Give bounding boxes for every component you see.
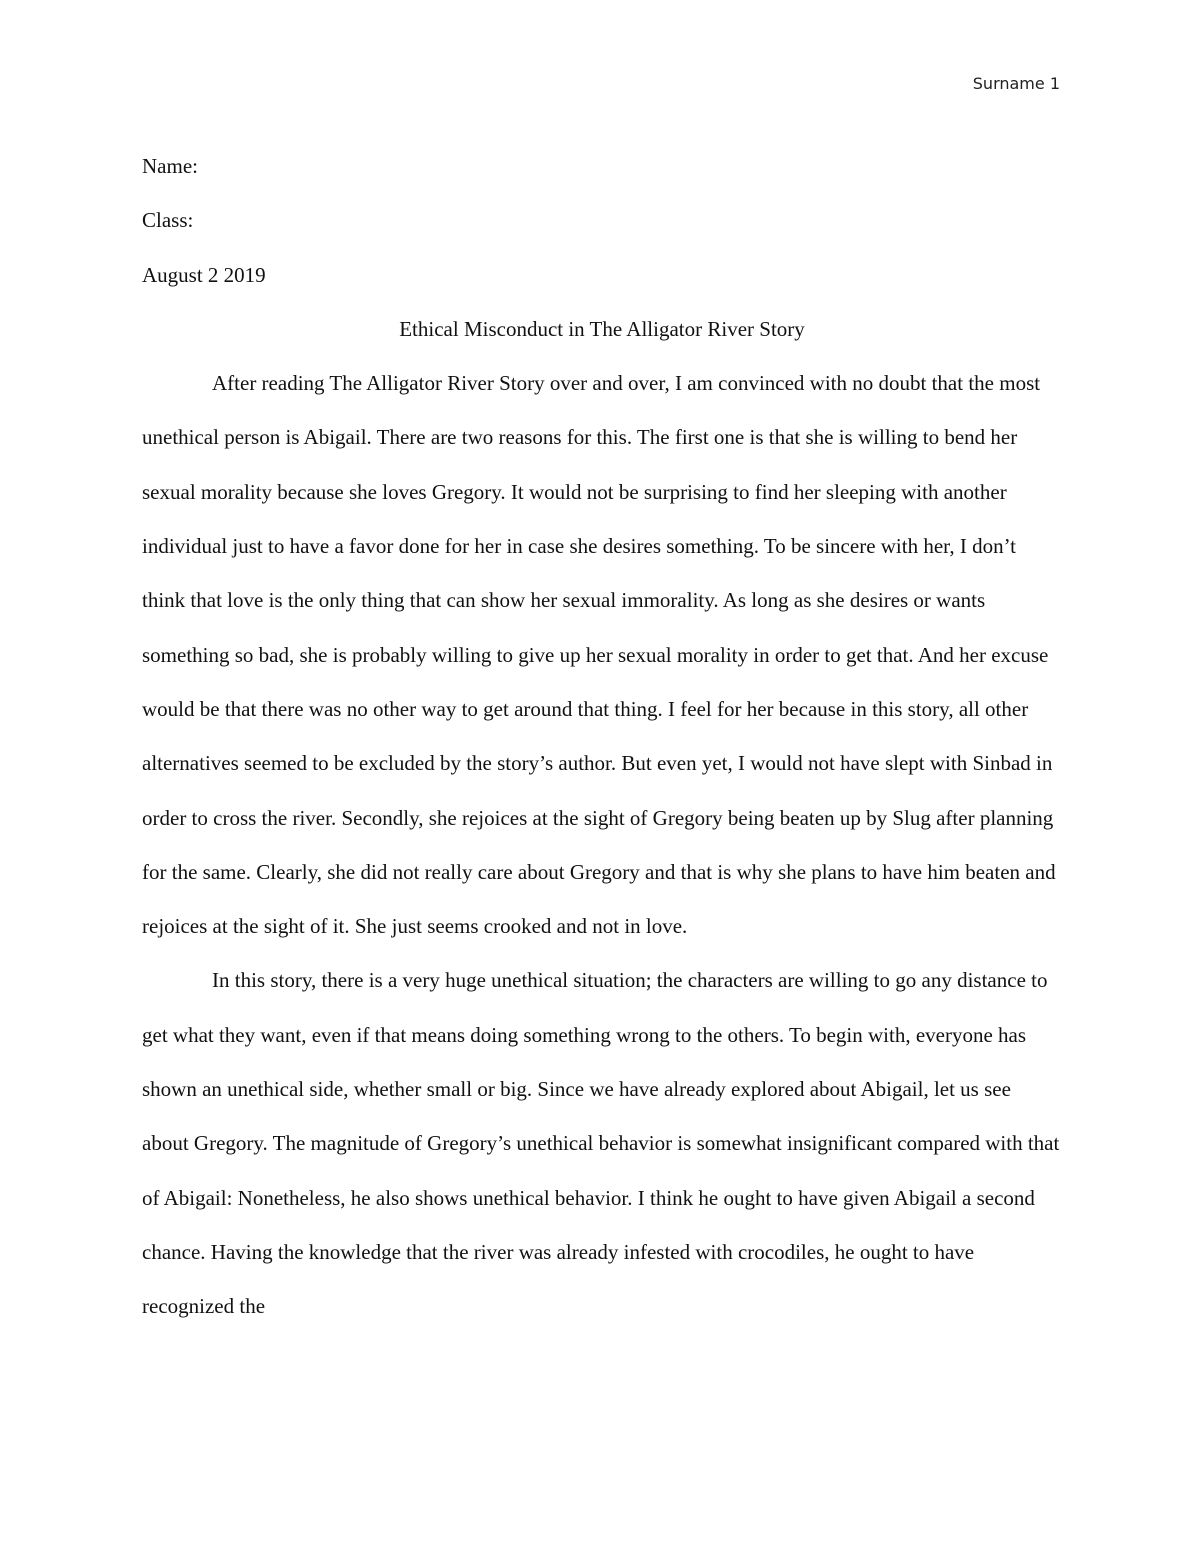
paragraph-1: After reading The Alligator River Story over and over, I am convinced with no doubt that the most unethical person is Abigail. There are two reasons for this. The first one is that she is willing to bend her sexual morality because she loves Gregory. It would not be surprising to find her sleeping with another individual just to have a favor done for her in case she desires something. To be sincere with her, I don’t think that love is the only thing that can show her sexual immorality. As long as she desires or wants something so bad, she is probably willing to give up her sexual morality in order to get that. And her excuse would be that there was no other way to get around that thing. I feel for her because in this story, all other alternatives seemed to be excluded by the story’s author. But even yet, I would not have slept with Sinbad in order to cross the river. Secondly, she rejoices at the sight of Gregory being beaten up by Slug after planning for the same. Clearly, she did not really care about Gregory and that is why she plans to have him beaten and rejoices at the sight of it. She just seems crooked and not in love.: [142, 371, 1056, 939]
paragraph-2: In this story, there is a very huge unethical situation; the characters are willing to go any distance to get what they want, even if that means doing something wrong to the others. To begin with, everyone has shown an unethical side, whether small or big. Since we have already explored about Abigail, let us see about Gregory. The magnitude of Gregory’s unethical behavior is somewhat insignificant compared with that of Abigail: Nonetheless, he also shows unethical behavior. I think he ought to have given Abigail a second chance. Having the knowledge that the river was already infested with crocodiles, he ought to have recognized the: [142, 968, 1060, 1319]
date-line: August 2 2019: [142, 262, 266, 287]
document-body: [142, 139, 1062, 1334]
class-line: Class:: [142, 208, 194, 233]
running-head: Surname 1: [972, 74, 1060, 93]
name-line: Name:: [142, 154, 198, 178]
essay-title: Ethical Misconduct in The Alligator River Story: [399, 316, 805, 341]
